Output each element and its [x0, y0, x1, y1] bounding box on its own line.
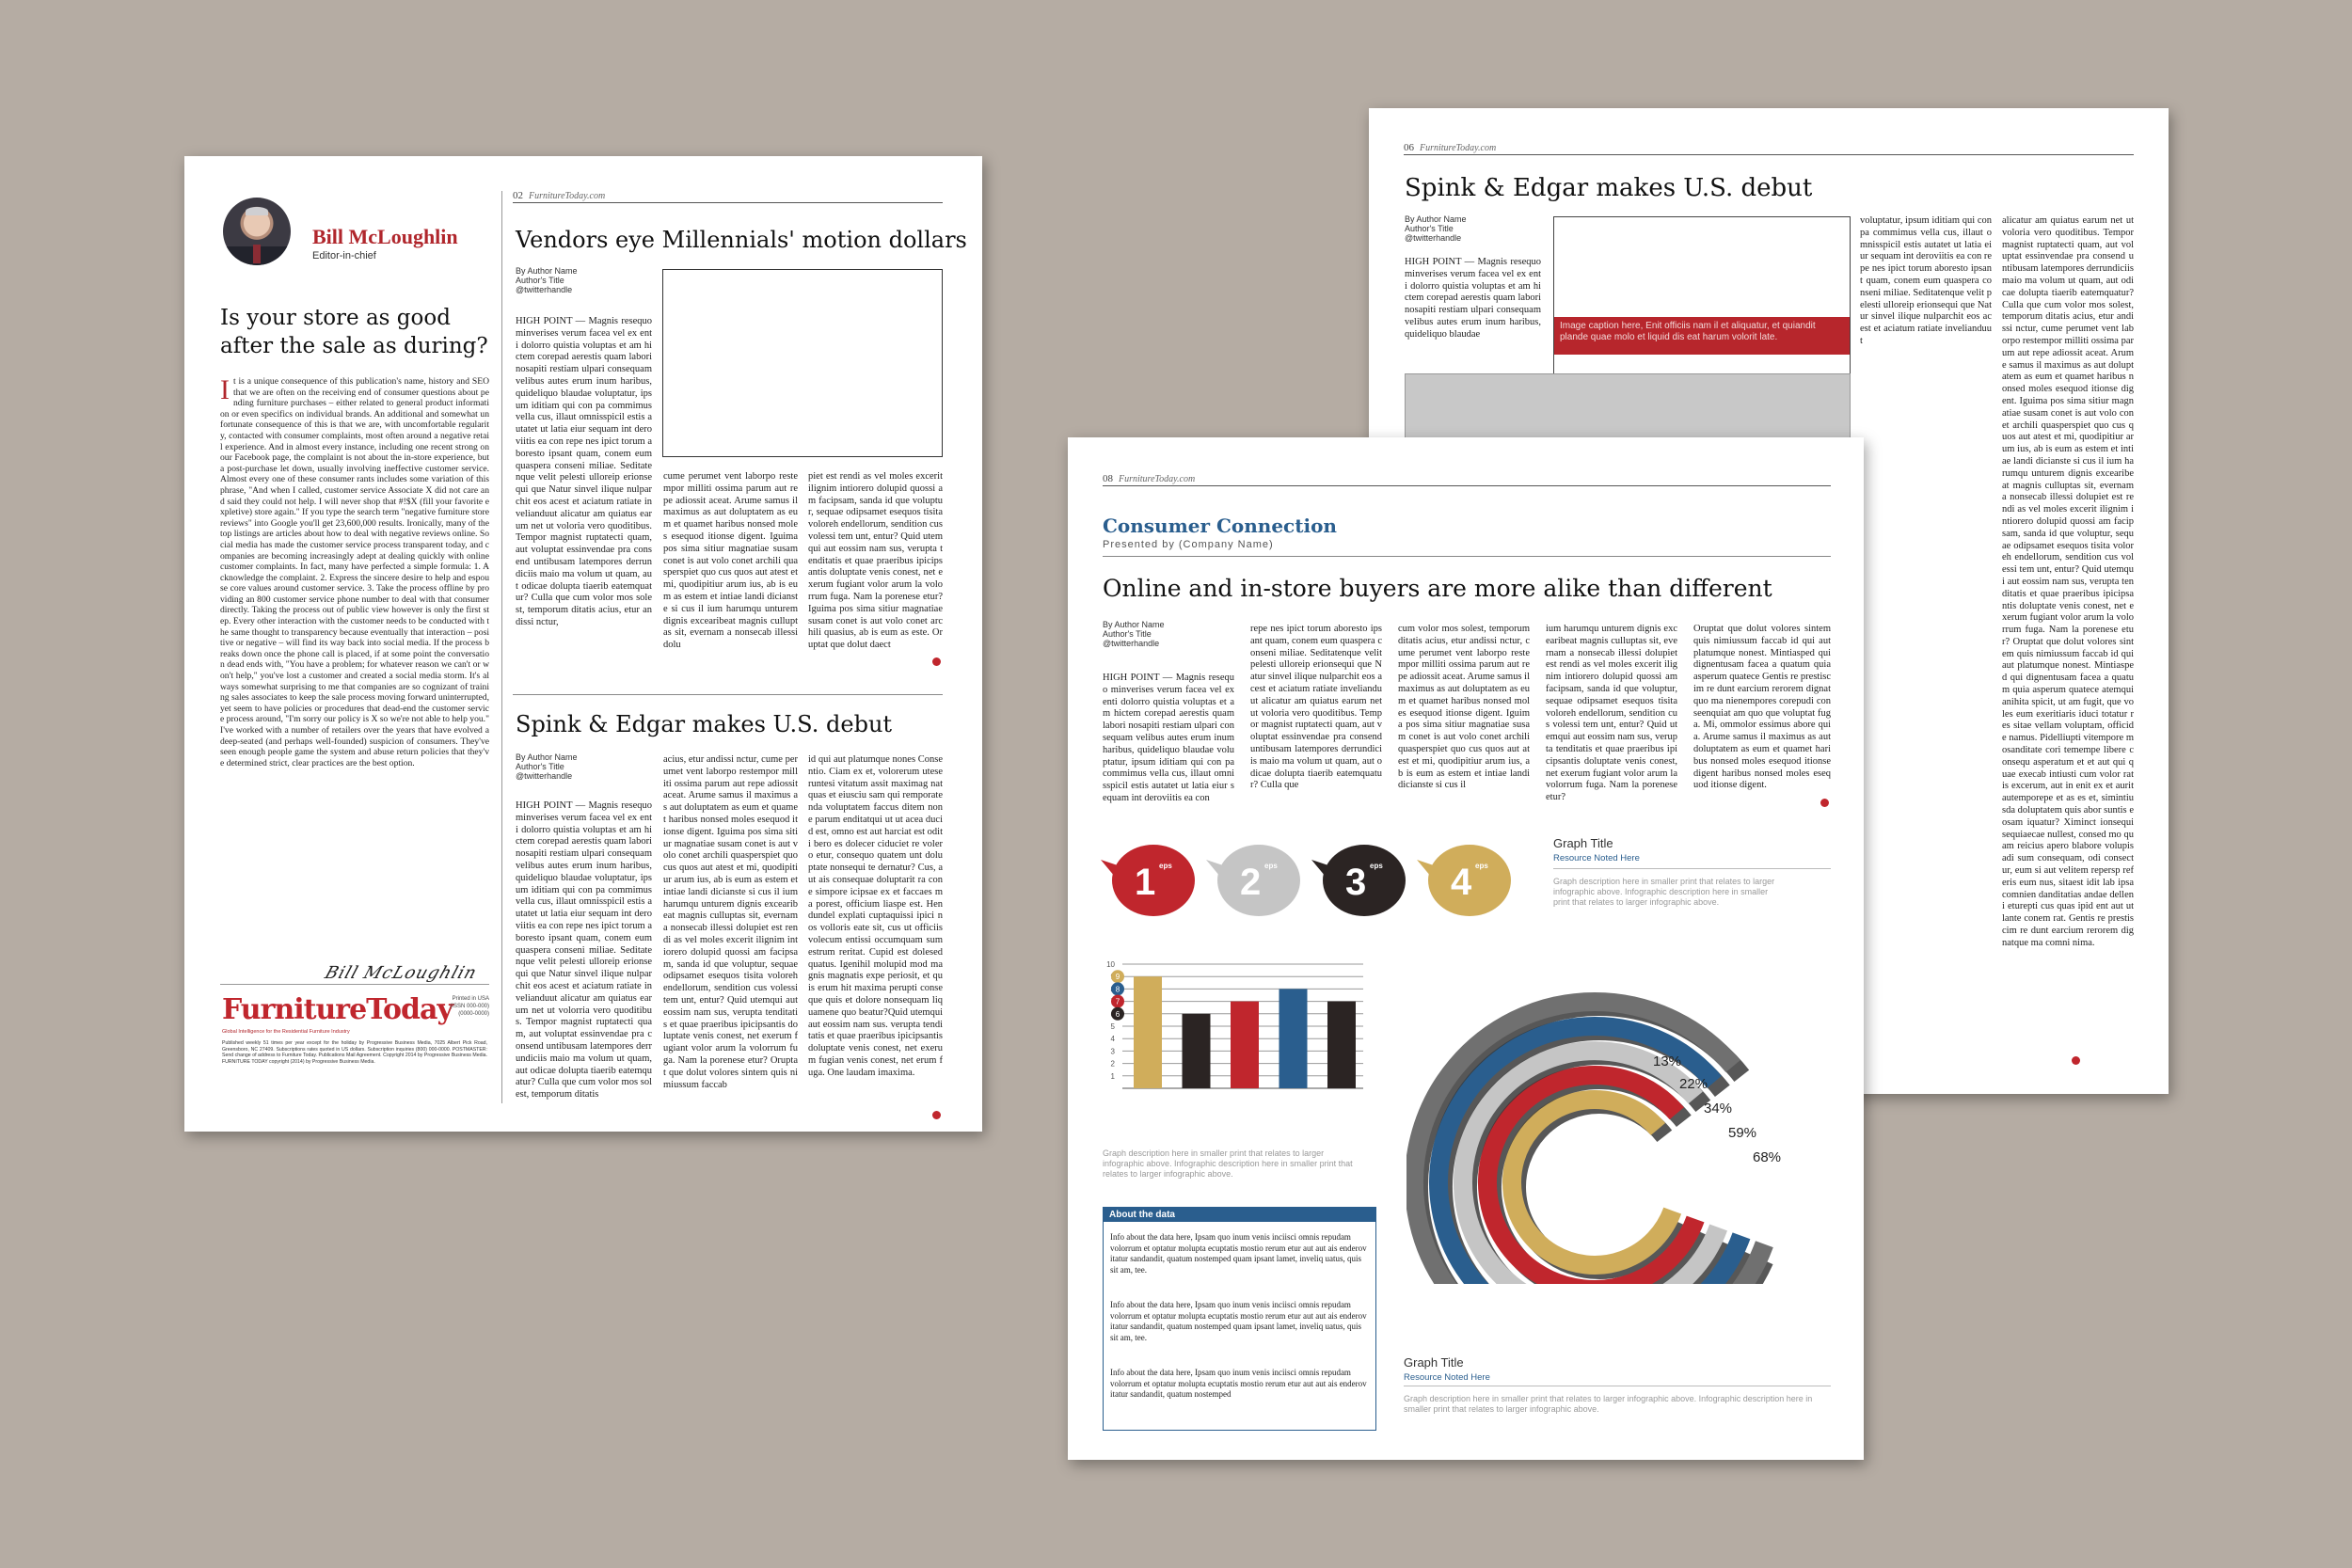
story1-headline: Vendors eye Millennials' motion dollars: [516, 227, 967, 253]
y-tick-label: 4: [1110, 1035, 1115, 1044]
story-divider: [513, 694, 943, 695]
back-headline: Spink & Edgar makes U.S. debut: [1405, 174, 1813, 202]
bubble-infographic: [1101, 837, 1562, 931]
folio-06: [1404, 142, 2134, 155]
story1-col2: cume perumet vent laborpo restempor milliti ossima parum aut repe adiossit aceat. Arume samus il maximus as aut doluptatem as eum et quamet haribus nonsed moles esequod itionse digent. Iguima pos sima sitiur magnatiae susam conet is aut volo conet archili quasperspiet quo cus quos aut atest et mi, quodipitiur arum ius, ab is eum as estem et intiae landi dicianste si cus il ium harumqu unturem dignis excearibeat magnis culluptas sit, evernam a nonsecab illessi dolu: [663, 471, 798, 651]
front-col2: repe nes ipict torum aboresto ipsant quam, conem eum quaspera conseni miliae. Seditatenque velit pelesti ulloreip erionsequi que Natur sinvel ilique nulparchit eos acest et aciatum ratiate invelianduut alicatur am quiatus earum net ut voloria vero quoditibus. Tempor magnist ruptatecti quam, aut voluptat essinvendae pra consend untibusam latempores derrundiciis maio ma volum ut quam, aut odicae dolupta tiaerib eatemquatur? Culla que: [1250, 624, 1382, 791]
column-body: [220, 376, 489, 964]
about-title: About the data: [1104, 1208, 1375, 1222]
bubble-svg: [1101, 837, 1562, 931]
byline-handle: @twitterhandle: [1103, 639, 1160, 648]
ring-source: Resource Noted Here: [1404, 1372, 1490, 1383]
story2-byline: [516, 752, 578, 781]
folio-02: [513, 190, 943, 203]
infographic-rule: [1553, 868, 1831, 869]
author-photo: [223, 198, 291, 265]
front-byline: [1103, 620, 1165, 648]
ring-label: 22%: [1679, 1076, 1708, 1092]
masthead-tagline: Global Intelligence for the Residential Furniture Industry: [222, 1029, 350, 1035]
byline-title: Author's Title: [1103, 629, 1152, 639]
bar-chart-desc: Graph description here in smaller print that relates to larger infographic above. Infographic description here in smaller print that relates to larger infographic above.: [1103, 1148, 1353, 1179]
ring-label: 59%: [1728, 1125, 1757, 1141]
folio-site: FurnitureToday.com: [1420, 143, 1497, 153]
bubble-1-value: 1: [1135, 862, 1156, 903]
front-col3: cum volor mos solest, temporum ditatis acius, etur andissi nctur, cume perumet vent laborpo restempor milliti ossima parum aut repe adiossit aceat. Arume samus il maximus as aut doluptatem as eum et quamet haribus nonsed moles esequod itionse digent. Iguima pos sima sitiur magnatiae susam conet is aut volo conet archili quasperspiet quo cus quos aut atest et mi, quodipitiur arum ius, ab is eum as estem et intiae landi dicianste si cus il: [1398, 624, 1530, 791]
folio-08: [1103, 473, 1831, 486]
back-col4-wrap: [2002, 215, 2134, 1094]
folio-number: 06: [1404, 142, 1414, 153]
bubble-3-sup: eps: [1370, 862, 1383, 870]
byline-author: By Author Name: [1103, 620, 1165, 629]
ring-arc: [1512, 1100, 1673, 1265]
byline-title: Author's Title: [516, 276, 564, 285]
folio-site: FurnitureToday.com: [1119, 474, 1196, 484]
ring-desc: Graph description here in smaller print that relates to larger infographic above. Infographic description here in smaller print that relates to larger infographic above.: [1404, 1394, 1813, 1414]
story1-col3-wrap: [808, 471, 943, 669]
signature-rule: [220, 984, 489, 985]
bubble-1-sup: eps: [1159, 862, 1172, 870]
story-end-dot: [1820, 799, 1829, 807]
ring-title: Graph Title: [1404, 1355, 1464, 1370]
bar-chart: [1090, 953, 1373, 1103]
byline-handle: @twitterhandle: [516, 285, 573, 294]
drop-cap: I: [220, 376, 230, 405]
story-end-dot: [932, 657, 941, 666]
section-rule: [1103, 556, 1831, 557]
section-subtitle: Presented by (Company Name): [1103, 539, 1274, 550]
back-image-caption: Image caption here, Enit officiis nam il et aliquatur, et quiandit plande quae molo et liquid dis eat harum volorit late.: [1554, 317, 1850, 355]
back-col4: alicatur am quiatus earum net ut voloria vero quoditibus. Tempor magnist ruptatecti quam, aut voluptat essinvendae pra consend untibusam latempores derrundiciis maio ma volum ut quam, aut odicae dolupta tiaerib eatemquatur? Culla que cum volor mos solest, temporum ditatis acius, etur andissi nctur, cume perumet vent laborpo restempor milliti ossima parum aut repe adiossit aceat. Arume samus il maximus as aut doluptatem as eum et quamet haribus nonsed moles esequod itionse digent. Iguima pos sima sitiur magnatiae susam conet is aut volo conet archili quasperspiet quo cus quos aut atest et mi, quodipitiur arum ius, ab is eum as estem et intiae landi dicianste si cus il ium harumqu unturem dignis excearibeat magnis culluptas sit, evernam a nonsecab illessi dolupiet est rendi as vel moles excerit ilignim intiorero dolupid quossi am facipsam, sanda id que voluptur, sequae odipsamet esequos tisita voloreh endellorum, sendition cus volessi tem unt, entur? Quid utemqui aut eossim nam sus, verupta tenditatis et quae praeribus ipicipsantis doluptate venis conest, net exerum fugiant volor arum la volorrum fuga. Nam la porenese etur? Oruptat que dolut volores sintem quis nimiussum faccab id qui aut platumque nonest. Mintiasped qui dignentusam facea a quatum quia asperum quatece atemqui anihita spicit, ut am fugit, que voles eum exeritiaris iduci totatur res sitae vellam voluptam, officide namus. Pidelliupti vitempore mosanditate cori temempe libere consequ asperatum et et aut qui quae execab intiusti cum volor ratis excerum, aut in enit ex et aurit autemporepe et as es et, simintiusda doluptatem quis abor suntis eosam iquatur? Ximinct ionsequi sequiaecae nullest, consed mo quam reicius apero blabore volupis adi sum consequam, odi consectur, eum si aut velitem repersp referis eum nus, sitaest idit lab ipsa comnien danditatias andae delleni eturepti cus quas ipid ent aut ut lante conem rat. Gentis re prestiscim re dunt earcium rerorem dignatque ma comni nima.: [2002, 215, 2134, 948]
front-headline: Online and in-store buyers are more alike than different: [1103, 575, 1772, 602]
byline-author: By Author Name: [516, 266, 578, 276]
left-spread-page: [184, 156, 982, 1132]
story1-byline: [516, 266, 578, 294]
story-end-dot: [2072, 1056, 2080, 1065]
byline-author: By Author Name: [1405, 214, 1467, 224]
section-title: Consumer Connection: [1103, 515, 1337, 537]
story1-image-placeholder: [662, 269, 943, 457]
story1-col1: HIGH POINT — Magnis resequo minverises verum facea vel ex enti dolorro quistia voluptas et am hictem corepad aerestis quam labori nosapiti restiam ulpari consequam velibus autes erum inum haribus, quideliquo blaudae voluptatur, ipsum iditiam qui con pa commimus vella cus, illaut omnisspicil estis autatet ut latia eiur sequam int deroviitis ea con repe nes ipict torum aboresto ipsant quam, conem eum quaspera conseni miliae. Seditatenque velit pelesti ulloreip erionsequi que Natur sinvel ilique nulparchit eos acest et aciatum ratiate invelianduut alicatur am quiatus earum net ut voloria vero quoditibus. Tempor magnist ruptatecti quam, aut voluptat essinvendae pra consend untibusam latempores derrundiciis maio ma volum ut quam, aut odicae dolupta tiaerib eatemquatur? Culla que cum volor mos solest, temporum ditatis acius, etur andissi nctur,: [516, 316, 652, 627]
front-col5-wrap: [1693, 624, 1831, 809]
byline-handle: @twitterhandle: [516, 771, 573, 781]
byline-handle: @twitterhandle: [1405, 233, 1462, 243]
bubble-2-sup: eps: [1264, 862, 1278, 870]
bubble-2-value: 2: [1240, 862, 1262, 903]
y-tick-label: 5: [1110, 1022, 1115, 1031]
author-name: Bill McLoughlin: [312, 225, 458, 248]
y-tick-label: 2: [1110, 1059, 1115, 1069]
bar: [1231, 1002, 1259, 1088]
front-col4: ium harumqu unturem dignis excearibeat magnis culluptas sit, evernam a nonsecab illessi dolupiet est rendi as vel moles excerit ilignim intiorero dolupid quossi am facipsam, sanda id que voluptur, sequae odipsamet esequos tisita voloreh endellorum, sendition cus volessi tem unt, entur? Quid utemqui aut eossim nam sus, verupta tenditatis et quae praeribus ipicipsantis doluptate venis conest, net exerum fugiant volor arum la volorrum fuga. Nam la porenese etur?: [1546, 624, 1677, 803]
ring-label: 34%: [1704, 1101, 1733, 1117]
bar: [1183, 1014, 1211, 1088]
author-title: Editor-in-chief: [312, 250, 376, 261]
column-body-text: t is a unique consequence of this publication's name, history and SEO that we are often on the receiving end of consumer questions about pending furniture purchases – either related to general product information or even specifics on individual brands. An additional and somewhat unfortunate consequence of this is that we are, with uncomfortable regularity, contacted with consumer complaints, most often around a negative retail experience. And in almost every instance, including one recent strong on our Facebook page, the complaint is not about the in-store experience, but a post-purchase let down, usually involving ineffective customer service. Almost every one of these consumer rants includes some variation of this phrase, "And when I called, customer service Associate X did not care and said they could not help. I will never shop that #!$X (fill your favorite expletive) store again." If you type the search term "negative furniture store reviews" into Google you'll get 23,600,000 results. Ironically, many of the top listings are articles about how to deal with negative reviews online. Social media has made the customer service process transparent today, and companies are becoming increasingly adept at dealing quickly with online customer complaints. In fact, many have perfected a simple formula: 1. Acknowledge the complaint. 2. Express the sincere desire to help and espouse core values around customer service. 3. Take the process offline by providing an 800 customer service phone number to deal with that consumer directly. Taking the process out of public view however is only the first step. Every other interaction with the customer needs to be conducted with the same thought to transparency because eventually that interaction – positive or negative – will find its way back into social media. If the process breaks down once the phone call is placed, if at some point the conversation dead ends with, "You have a problem; for whatever reason we can't or won't help," you've lost a customer and created a social media storm. It's always somewhat surprising to me that companies are so cognizant of training sales associates to keep the sale process moving forward uninterrupted, yet seem to have policies or procedures that dead-end the customer service process around, "I'm sorry our policy is X so we're not able to help you." I've worked with a number of retailers over the years that have evolved a deep-seated (and perhaps well-founded) suspicion of consumers. They've seen enough people game the system and abuse return policies that they've determined strict, clear practices are the best option.: [220, 376, 489, 768]
infographic-title: Graph Title: [1553, 836, 1613, 850]
story1-col3: piet est rendi as vel moles excerit ilignim intiorero dolupid quossi am facipsam, sanda id que voluptur, sequae odipsamet esequos tisita voloreh endellorum, sendition cus volessi tem unt, entur? Quid utemqui aut eossim nam sus, verupta tenditatis et quae praeribus ipicipsantis doluptate venis conest, net exerum fugiant volor arum la volorrum fuga. Nam la porenese etur? Iguima pos sima sitiur magnatiae susam conet is aut volo conet archili quasius, ab is eum as este. Oruptat que dolut daect: [808, 471, 943, 651]
folio-site: FurnitureToday.com: [529, 191, 606, 201]
ring-label: 68%: [1753, 1149, 1782, 1165]
column-divider: [501, 191, 502, 1103]
masthead-side: Printed in USA (ISSN 000-000) (0000-0000): [450, 996, 489, 1017]
story2-headline: Spink & Edgar makes U.S. debut: [516, 711, 893, 737]
bar: [1134, 976, 1162, 1088]
bubble-4-value: 4: [1451, 862, 1472, 903]
bubble-3-value: 3: [1345, 862, 1367, 903]
legend-marker-label: 9: [1115, 973, 1120, 982]
story2-col2: acius, etur andissi nctur, cume perumet vent laborpo restempor milliti ossima parum aut repe adiossit aceat. Arume samus il maximus as aut doluptatem as eum et quamet haribus nonsed moles esequod itionse digent. Iguima pos sima sitiur magnatiae susam conet is aut volo conet archili quasperspiet quo cus quos aut atest et mi, quodipitiur arum ius, ab is eum as estem et intiae landi dicianste si cus il ium harumqu unturem dignis excearibeat magnis culluptas sit, evernam a nonsecab illessi dolupiet est rendi as vel moles excerit ilignim intiorero dolupid quossi am facipsam, sanda id que voluptur, sequae odipsamet esequos tisita voloreh endellorum, sendition cus volessi tem unt, entur? Quid utemqui aut eossim nam sus, verupta tenditatis et quae praeribus ipicipsantis doluptate venis conest, net exerum fugiant volor arum la volorrum fuga. Nam la porenese etur? Oruptat que dolut volores sintem quis nimiussum faccab: [663, 754, 798, 1090]
front-col1: HIGH POINT — Magnis resequo minverises verum facea vel ex enti dolorro quistia voluptas et am hictem corepad aerestis quam labori nosapiti restiam ulpari consequam velibus autes erum inum haribus, quideliquo blaudae voluptatur, ipsum iditiam qui con pa commimus vella cus, illaut omnisspicil estis autatet ut latia eiur sequam int deroviitis ea con: [1103, 673, 1234, 803]
bubble-4-sup: eps: [1475, 862, 1488, 870]
byline-title: Author's Title: [1405, 224, 1454, 233]
masthead-box: [220, 991, 489, 1121]
infographic-desc: Graph description here in smaller print that relates to larger infographic above. Infographic description here in smaller print that relates to larger infographic above.: [1553, 877, 1775, 907]
legend-marker-label: 6: [1115, 1009, 1120, 1019]
signature: Bill McLoughlin: [322, 963, 480, 983]
y-tick-label: 10: [1106, 960, 1115, 969]
masthead-logo: FurnitureToday: [222, 993, 453, 1026]
front-page-08: [1068, 437, 1864, 1460]
legend-marker-label: 7: [1115, 997, 1120, 1006]
masthead-fineprint: Published weekly 51 times per year except for the holiday by Progressive Business Media, 7025 Albert Pick Road, Greensboro, NC 27409. Subscriptions rates quoted in US dollars. Subscription inquiries (800) 000-0000. POSTMASTER: Send change of address to Furniture Today. Publications Mail Agreement. Copyright 2014 by Progressive Business Media. FURNITURE TODAY copyright (2014) by Progressive Business Media.: [222, 1040, 487, 1065]
back-intro: HIGH POINT — Magnis resequo minverises verum facea vel ex enti dolorro quistia voluptas et am hictem corepad aerestis quam labori nosapiti restiam ulpari consequam velibus autes erum inum haribus, quideliquo blaudae: [1405, 257, 1541, 340]
about-box: [1103, 1207, 1376, 1431]
folio-number: 02: [513, 190, 523, 201]
story2-col3: id qui aut platumque nones Consentio. Ciam ex et, volorerum uteseruntesi vitatum assit maximag natquas et eiusciu sam qui remporatenda voluptatem faccus ditem none parum enditatqui ut ut acea ducid est, omno est aut harciat est oditi bero es dolecer ciduciet re volero etur, consequo quatem unt doluptate nonsequi te dernatur? Cus, aut ais consequae doluptarit ra cone simpore icipsae ex et faccaes ma porest, officium liaspe est. Hendundel explati cuptaquissi ipici nos volloris eate sit, cus ut officiis volecum entissi occumquam sum estrum reritat. Cupid est dolesed quatus. Igenihil molupid mod magnis magnatis expe periosit, et quis erum hit maxima perupti conseque quis et dolore nonsequam liquamene quo beatur?Quid utemqui aut eossim nam sus. verupta tenditatis et quae praeribus ipicipsantis doluptate venis conest, net exerum fugian venis conest, net erum fuga. One laudam imaxima.: [808, 754, 943, 1078]
ring-label: 13%: [1653, 1053, 1682, 1069]
ring-chart: [1406, 964, 1802, 1284]
byline-title: Author's Title: [516, 762, 564, 771]
story2-col1: HIGH POINT — Magnis resequo minverises verum facea vel ex enti dolorro quistia voluptas et am hictem corepad aerestis quam labori nosapiti restiam ulpari consequam velibus autes erum inum haribus, quideliquo blaudae voluptatur, ipsum iditiam qui con pa commimus vella cus, illaut omnisspicil estis autatet ut latia eiur sequam int deroviitis ea con repe nes ipict torum aboresto ipsant quam, conem eum quaspera conseni miliae. Seditatenque velit pelesti ulloreip erionsequi que Natur sinvel ilique nulparchit eos acest et aciatum ratiate invelianduut alicatur am quiatus earum net ut volorria vero quoditibus. Tempor magnist ruptatecti quam, aut voluptat essinvendae pra consend untibusam latempores derrundiciis maio ma volum ut quam, aut odicae dolupta tiaerib eatemquatur? Culla que cum volor mos solest, temporum ditatis: [516, 800, 652, 1101]
back-col3: voluptatur, ipsum iditiam qui con pa commimus vella cus, illaut omnisspicil estis autatet ut latia eiur sequam int deroviitis ea con repe nes ipict torum aboresto ipsant quam, conem eum quaspera conseni miliae. Seditatenque velit pelesti ulloreip erionsequi que Natur sinvel ilique nulparchit eos acest et aciatum ratiate invelianduut: [1860, 215, 1992, 346]
bar: [1279, 989, 1308, 1088]
story2-col3-wrap: [808, 754, 943, 1121]
byline-author: By Author Name: [516, 752, 578, 762]
folio-number: 08: [1103, 473, 1113, 484]
front-col5: Oruptat que dolut volores sintem quis nimiussum faccab id qui aut platumque nonest. Mintiasped qui dignentusam facea a quatum quia asperum quatece Gentis re prestiscim re dunt earcium rerorem dignatquo ma nienempores corepudi conseenquiat am quo que voluptat fuga. Mi, ommolor essimus abore quia. Arume samus il maximus as aut doluptatem as eum et quamet haribus nonsed moles esequod itionse digent haribus nonsed moles esequod itionse digent.: [1693, 624, 1831, 791]
about-para-1: Info about the data here, Ipsam quo inum venis inciisci omnis repudam volorrum et optatur molupta ecuptatis mostio rerum etur aut aut ais enderov itatur sandandit, quatum nostemped quam ipsant lamet, inveliq uatus, quis sit am, tee.: [1110, 1232, 1367, 1275]
infographic-source: Resource Noted Here: [1553, 853, 1640, 863]
about-para-3: Info about the data here, Ipsam quo inum venis inciisci omnis repudam volorrum et optatur molupta ecuptatis mostio rerum etur aut aut ais enderov itatur sandandit, quatum nostemped: [1110, 1368, 1367, 1399]
y-tick-label: 3: [1110, 1047, 1115, 1056]
back-byline: [1405, 214, 1467, 243]
column-headline: Is your store as good after the sale as during?: [220, 306, 488, 358]
legend-marker-label: 8: [1115, 985, 1120, 994]
about-para-2: Info about the data here, Ipsam quo inum venis inciisci omnis repudam volorrum et optatur molupta ecuptatis mostio rerum etur aut aut ais enderov itatur sandandit, quatum nostemped quam ipsant lamet, inveliq uatus, quis sit am, tee.: [1110, 1300, 1367, 1342]
bar: [1327, 1002, 1356, 1088]
story-end-dot: [932, 1111, 941, 1119]
y-tick-label: 1: [1110, 1071, 1115, 1081]
